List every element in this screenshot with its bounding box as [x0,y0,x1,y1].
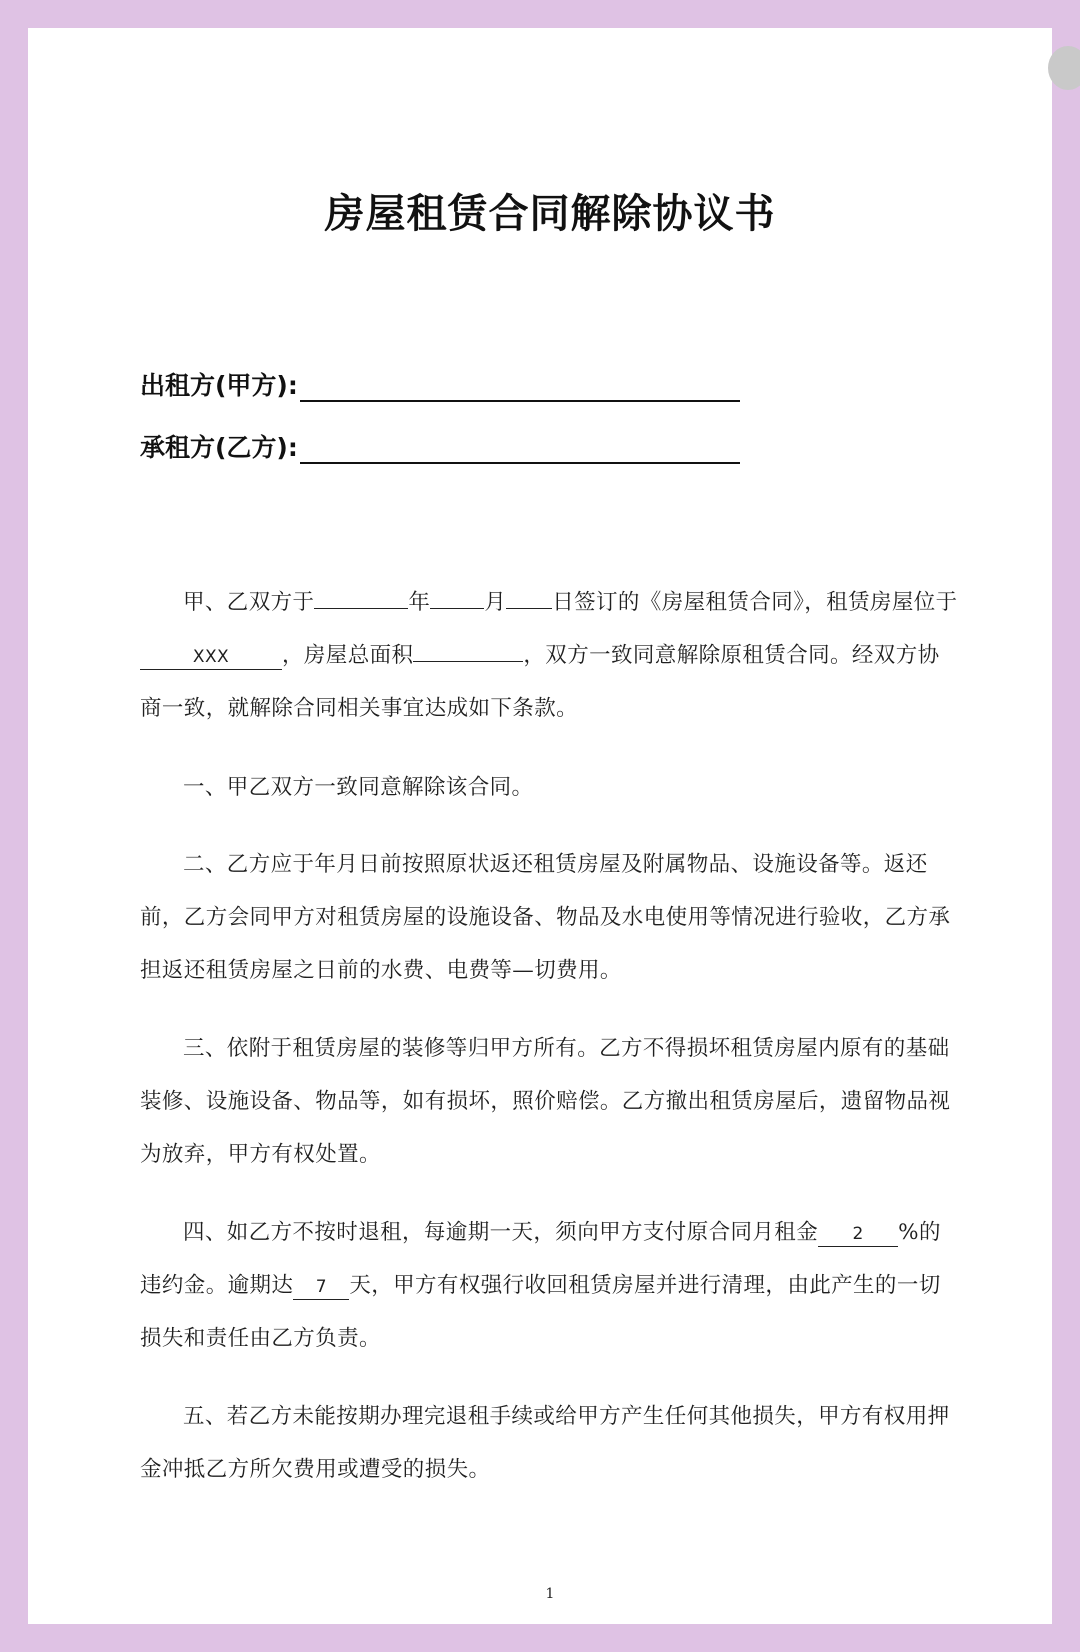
intro-paragraph [140,576,960,735]
lessee-field [140,428,740,464]
intro-text-3: 月 [484,590,507,615]
lessee-label: 承租方(乙方): [140,433,298,462]
document-page [28,28,1052,1624]
area-blank [413,637,523,662]
clause-4-text-2: %的违约金。逾期达 [140,1220,941,1298]
clause-4 [140,1206,960,1365]
clause-2: 二、乙方应于年月日前按照原状返还租赁房屋及附属物品、设施设备等。返还前，乙方会同甲方对租赁房屋的设施设备、物品及水电使用等情况进行验收，乙方承担返还租赁房屋之日前的水费、电费等—切费用。 [140,852,951,983]
days-blank: 7 [293,1275,349,1300]
lessor-blank [300,372,740,402]
lessor-field [140,366,740,402]
year-blank [314,584,408,609]
month-blank [430,584,484,609]
clause-4-text-3: 天，甲方有权强行收回租赁房屋并进行清理，由此产生的一切损失和责任由乙方负责。 [140,1273,941,1351]
day-blank [506,584,552,609]
clause-5: 五、若乙方未能按期办理完退租手续或给甲方产生任何其他损失，甲方有权用押金冲抵乙方所欠费用或遭受的损失。 [140,1404,950,1482]
lessor-label: 出租方(甲方): [140,371,298,400]
document-title: 房屋租赁合同解除协议书 [324,191,776,237]
rate-blank: 2 [818,1222,898,1247]
location-blank: XXX [140,645,282,670]
clause-1: 一、甲乙双方一致同意解除该合同。 [183,775,534,800]
intro-text-5: ，房屋总面积 [282,643,414,668]
page-number: 1 [545,1586,555,1602]
intro-text-4: 日签订的《房屋租赁合同》，租赁房屋位于 [552,590,958,615]
intro-text-1: 甲、乙双方于 [183,590,315,615]
intro-text-2: 年 [408,590,431,615]
intro-text-6: ，双方一致同意解除原租赁合同。经双方协商一致，就解除合同相关事宜达成如下条款。 [140,643,940,721]
scroll-thumb[interactable] [1048,46,1080,90]
clause-3: 三、依附于租赁房屋的装修等归甲方所有。乙方不得损坏租赁房屋内原有的基础装修、设施设备、物品等，如有损坏，照价赔偿。乙方撤出租赁房屋后，遗留物品视为放弃，甲方有权处置。 [140,1036,951,1167]
lessee-blank [300,434,740,464]
clause-4-text-1: 四、如乙方不按时退租，每逾期一天，须向甲方支付原合同月租金 [183,1220,819,1245]
